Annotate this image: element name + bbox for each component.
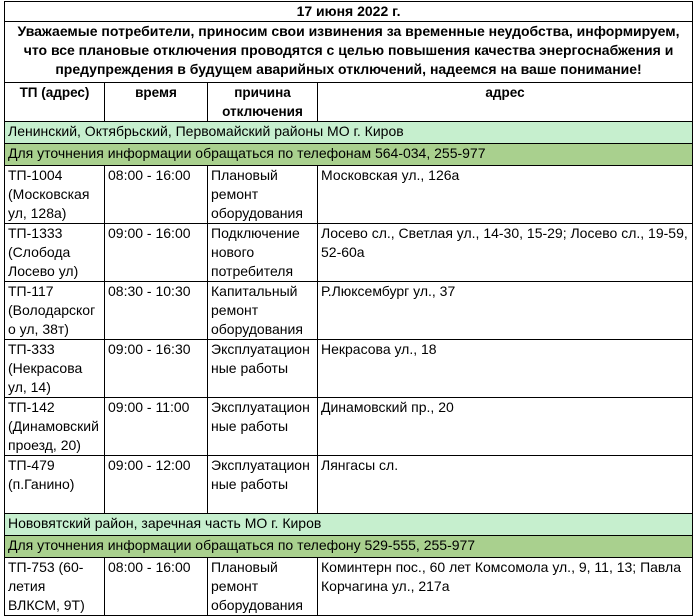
reason-cell: Эксплуатационные работы — [208, 398, 318, 456]
address-cell: Коминтерн пос., 60 лет Комсомола ул., 9, 11, 13; Павла Корчагина ул., 217а — [318, 558, 693, 616]
time-cell: 09:00 - 16:30 — [105, 340, 208, 398]
substation-cell: ТП-753 (60-летия ВЛКСМ, 9Т) — [5, 558, 105, 616]
reason-cell: Эксплуатационные работы — [208, 456, 318, 514]
reason-cell: Плановый ремонт оборудования — [208, 558, 318, 616]
table-row — [5, 340, 693, 398]
reason-cell: Плановый ремонт оборудования — [208, 166, 318, 224]
header-address: адрес — [318, 83, 693, 122]
outage-schedule-table — [4, 1, 693, 616]
header-row — [5, 83, 693, 122]
address-cell: Лянгасы сл. — [318, 456, 693, 514]
substation-cell: ТП-1004 (Московская ул, 128а) — [5, 166, 105, 224]
schedule-date: 17 июня 2022 г. — [5, 2, 693, 22]
time-cell: 09:00 - 16:00 — [105, 224, 208, 282]
time-cell: 09:00 - 11:00 — [105, 398, 208, 456]
notice-text: Уважаемые потребители, приносим свои извинения за временные неудобства, информируем, что все плановые отключения проводятся с целью повышения качества энергоснабжения и предупреждения в будущем аварийных отключений, надеемся на ваше понимание! — [5, 22, 693, 83]
phone-row — [5, 536, 693, 558]
header-reason: причина отключения — [208, 83, 318, 122]
district-name: Нововятский район, заречная часть МО г. Киров — [5, 514, 693, 536]
district-row — [5, 122, 693, 144]
time-cell: 08:00 - 16:00 — [105, 558, 208, 616]
district-name: Ленинский, Октябрьский, Первомайский районы МО г. Киров — [5, 122, 693, 144]
table-row — [5, 166, 693, 224]
address-cell: Динамовский пр., 20 — [318, 398, 693, 456]
contact-phones: Для уточнения информации обращаться по телефону 529-555, 255-977 — [5, 536, 693, 558]
phone-row — [5, 144, 693, 166]
district-row — [5, 514, 693, 536]
address-cell: Московская ул., 126а — [318, 166, 693, 224]
time-cell: 08:30 - 10:30 — [105, 282, 208, 340]
table-row — [5, 398, 693, 456]
substation-cell: ТП-479 (п.Ганино) — [5, 456, 105, 514]
substation-cell: ТП-333 (Некрасова ул, 14) — [5, 340, 105, 398]
header-tp: ТП (адрес) — [5, 83, 105, 122]
address-cell: Р.Люксембург ул., 37 — [318, 282, 693, 340]
table-row — [5, 282, 693, 340]
reason-cell: Капитальный ремонт оборудования — [208, 282, 318, 340]
substation-cell: ТП-117 (Володарского ул, 38т) — [5, 282, 105, 340]
header-time: время — [105, 83, 208, 122]
reason-cell: Эксплуатационные работы — [208, 340, 318, 398]
substation-cell: ТП-142 (Динамовский проезд, 20) — [5, 398, 105, 456]
contact-phones: Для уточнения информации обращаться по телефонам 564-034, 255-977 — [5, 144, 693, 166]
time-cell: 09:00 - 12:00 — [105, 456, 208, 514]
notice-row — [5, 22, 693, 83]
substation-cell: ТП-1333 (Слобода Лосево ул) — [5, 224, 105, 282]
table-row — [5, 224, 693, 282]
address-cell: Некрасова ул., 18 — [318, 340, 693, 398]
table-row — [5, 456, 693, 514]
reason-cell: Подключение нового потребителя — [208, 224, 318, 282]
table-row — [5, 558, 693, 616]
time-cell: 08:00 - 16:00 — [105, 166, 208, 224]
address-cell: Лосево сл., Светлая ул., 14-30, 15-29; Лосево сл., 19-59, 52-60а — [318, 224, 693, 282]
date-row — [5, 2, 693, 22]
